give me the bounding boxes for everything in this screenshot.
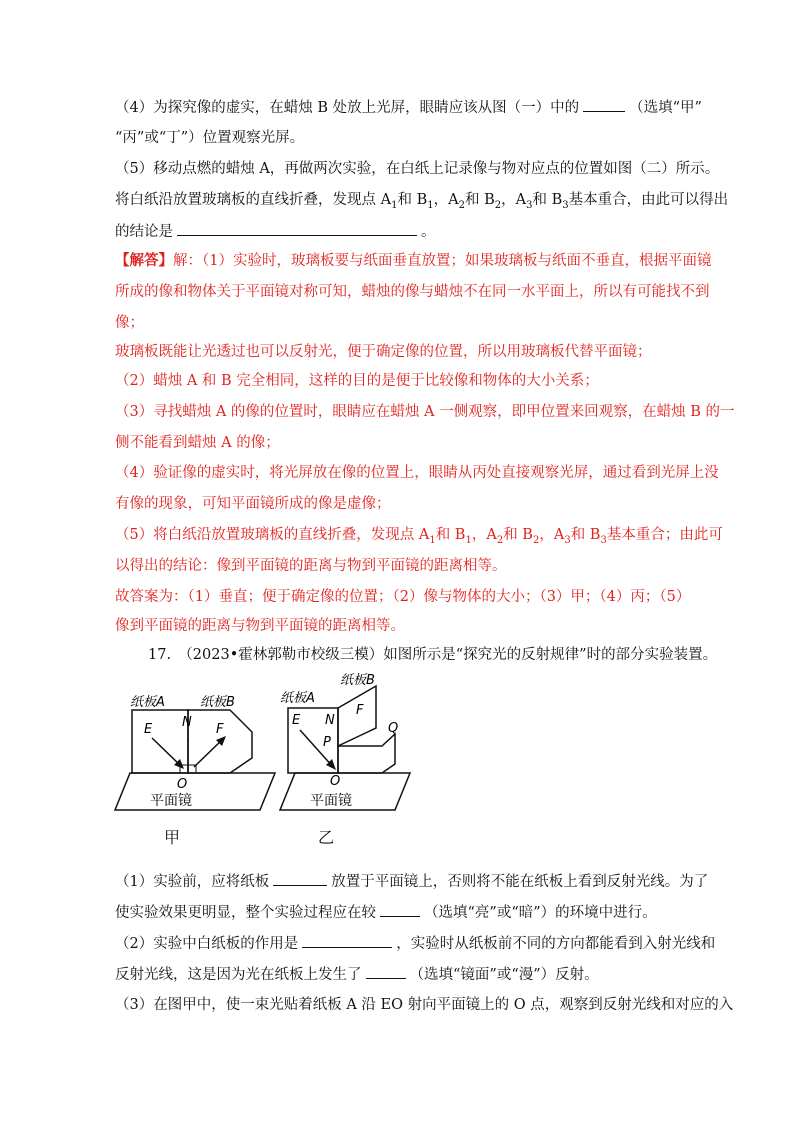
caption-yi: 乙 [318, 828, 335, 847]
answer-line-8: （4）验证像的虚实时，将光屏放在像的位置上，眼睛从丙处直接观察光屏，通过看到光屏上没 [115, 465, 719, 481]
label-f: F [356, 703, 364, 718]
label-n: N [182, 715, 192, 730]
figure-jia [110, 688, 280, 827]
label-o: O [177, 777, 188, 792]
label-o: O [330, 774, 341, 789]
answer-blank [583, 97, 625, 112]
q16-part5-line1: （5）移动点燃的蜡烛 A，再做两次实验，在白纸上记录像与物对应点的位置如图（二）所示。 [115, 161, 720, 177]
q17-part1-line1: （1）实验前，应将纸板 放置于平面镜上，否则将不能在纸板上看到反射光线。为了 [115, 871, 708, 892]
label-e: E [144, 722, 153, 737]
q16-part5-line3: 的结论是 。 [115, 221, 436, 242]
q16-part4-line2: “丙”或“丁”）位置观察光屏。 [115, 130, 305, 146]
q17-part2-line1: （2）实验中白纸板的作用是 ，实验时从纸板前不同的方向都能看到入射光线和 [115, 933, 715, 954]
label-board-a: 纸板A [130, 695, 165, 710]
q16-part4-line1: （4）为探究像的虚实，在蜡烛 B 处放上光屏，眼睛应该从图（一）中的 （选填“甲” [115, 97, 702, 118]
answer-line-11: 以得出的结论：像到平面镜的距离与物到平面镜的距离相等。 [115, 558, 507, 574]
answer-line-9: 有像的现象，可知平面镜所成的像是虚像； [115, 496, 391, 512]
answer-blank [273, 871, 327, 886]
q16-part5-line2: 将白纸沿放置玻璃板的直线折叠，发现点 $A_1$和 $B_1$，$A_2$和 $B_2$，$A_3$和 $B_3$基本重合，由此可以得出 [115, 192, 729, 211]
answer-line-13: 像到平面镜的距离与物到平面镜的距离相等。 [115, 618, 405, 634]
answer-line-5: （2）蜡烛 A 和 B 完全相同，这样的目的是便于比较像和物体的大小关系； [115, 373, 599, 389]
answer-line-1: 【解答】解：（1）实验时，玻璃板要与纸面垂直放置；如果玻璃板与纸面不垂直，根据平面镜 [115, 252, 712, 269]
label-board-a: 纸板A [280, 691, 315, 706]
figure-yi-svg [270, 668, 420, 823]
label-e: E [292, 713, 301, 728]
label-mirror: 平面镜 [150, 793, 192, 809]
label-board-b: 纸板B [200, 695, 235, 710]
q17-part2-line2: 反射光线，这是因为光在纸板上发生了 （选填“镜面”或“漫”）反射。 [115, 964, 599, 985]
q17-title: 17. （2023•霍林郭勒市校级三模）如图所示是“探究光的反射规律”时的部分实验装置。 [148, 647, 718, 663]
figure-yi [270, 668, 420, 827]
board-b-lower [338, 734, 395, 773]
q17-part1-line2: 使实验效果更明显，整个实验过程应在较 （选填“亮”或“暗”）的环境中进行。 [115, 902, 657, 923]
answer-blank [366, 964, 406, 979]
answer-line-2: 所成的像和物体关于平面镜对称可知，蜡烛的像与蜡烛不在同一水平面上，所以有可能找不到 [115, 284, 710, 300]
answer-tag: 【解答】 [115, 252, 173, 269]
q17-part3-line1: （3）在图甲中，使一束光贴着纸板 A 沿 EO 射向平面镜上的 O 点，观察到反射光线和对应的入 [115, 997, 734, 1013]
answer-blank [380, 902, 420, 917]
label-n: N [325, 713, 335, 728]
answer-line-6: （3）寻找蜡烛 A 的像的位置时，眼睛应在蜡烛 A 一侧观察，即甲位置来回观察，在蜡烛 B 的一 [115, 404, 735, 420]
answer-blank [177, 221, 417, 236]
answer-line-3: 像； [115, 315, 144, 331]
label-p: P [323, 735, 331, 750]
label-mirror: 平面镜 [310, 793, 352, 809]
caption-jia: 甲 [164, 828, 181, 847]
label-board-b: 纸板B [340, 673, 375, 688]
figure-jia-svg [110, 688, 280, 823]
answer-line-4: 玻璃板既能让光透过也可以反射光，便于确定像的位置，所以用玻璃板代替平面镜； [115, 344, 652, 360]
answer-line-7: 侧不能看到蜡烛 A 的像； [115, 435, 280, 451]
label-f: F [216, 722, 224, 737]
label-q: Q [388, 721, 399, 736]
answer-line-12: 故答案为：（1）垂直；便于确定像的位置；（2）像与物体的大小；（3）甲；（4）丙；（5） [115, 589, 691, 605]
answer-line-10: （5）将白纸沿放置玻璃板的直线折叠，发现点 $A_1$和 $B_1$，$A_2$和 $B_2$，$A_3$和 $B_3$基本重合；由此可 [115, 527, 723, 546]
answer-blank [302, 933, 392, 948]
mirror-plane [115, 773, 275, 810]
